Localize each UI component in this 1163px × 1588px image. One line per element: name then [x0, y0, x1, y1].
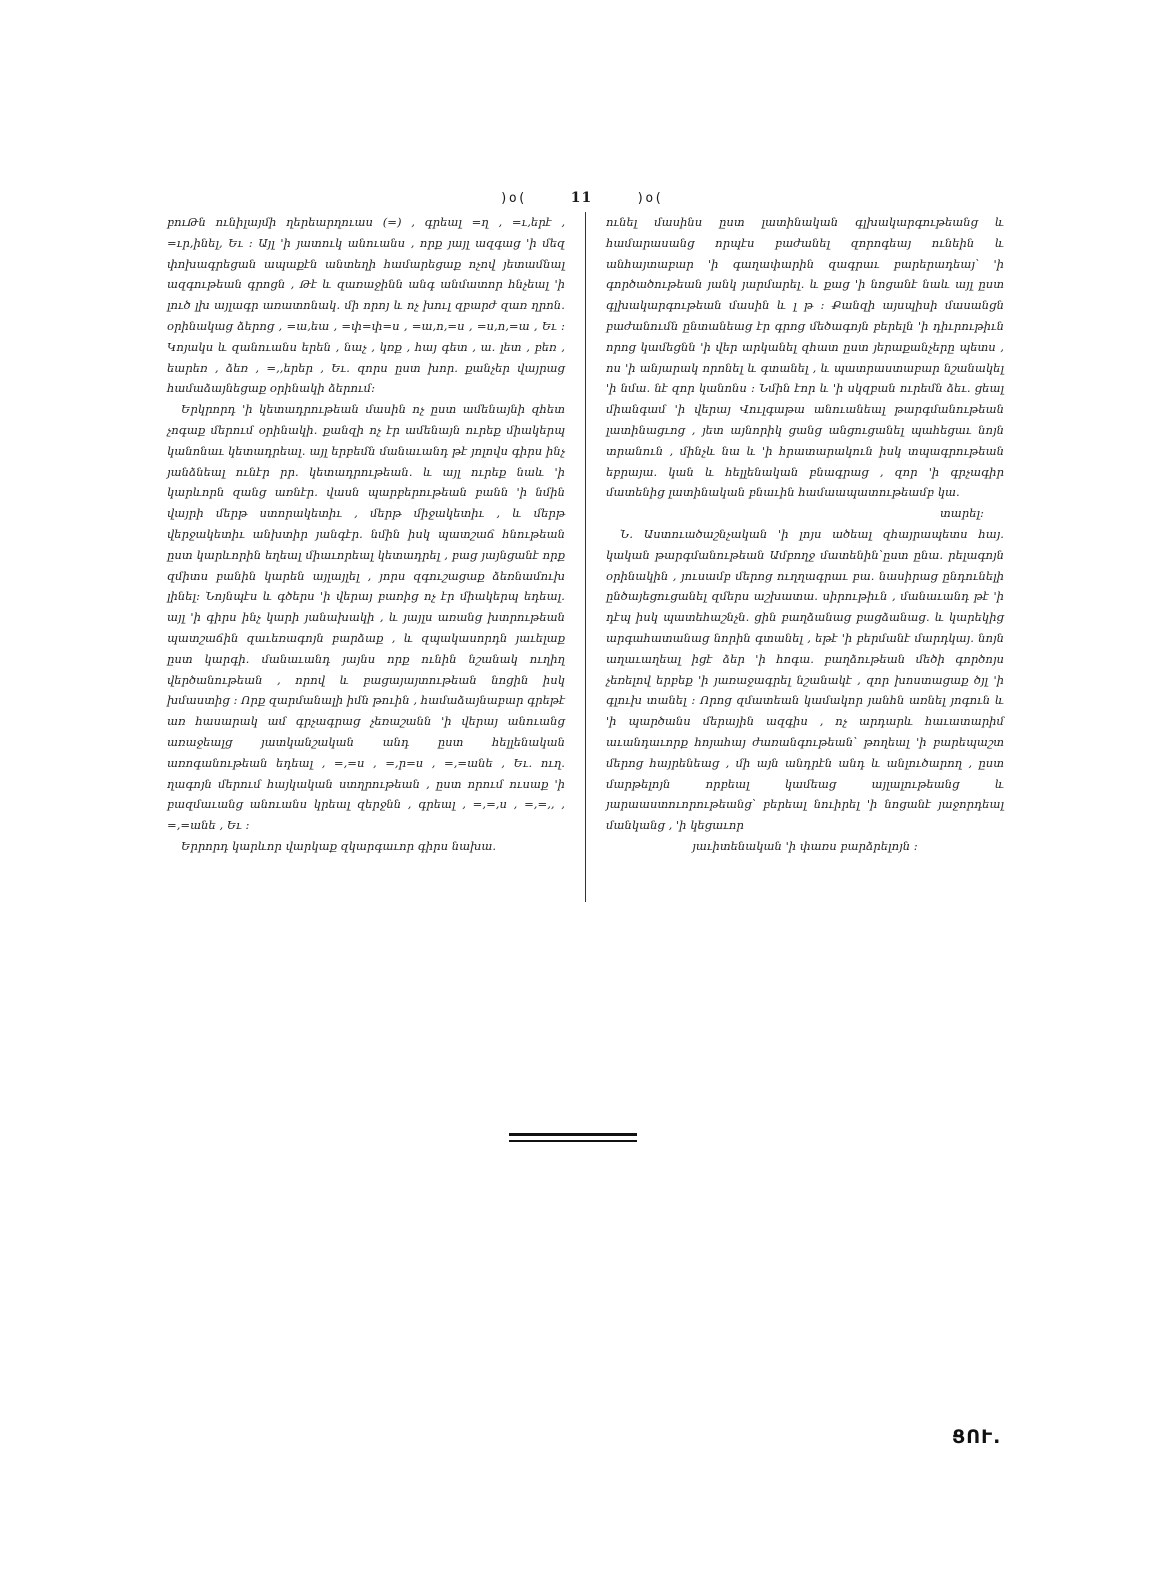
left-ornament: )o( — [500, 190, 527, 206]
left-column — [167, 212, 565, 857]
right-paragraph-2: Ն․ Աստուածաշնչական 'ի լոյս ածեալ զհայրապետս հայ. կական թարգմանութեան Ամբողջ մատենին՝ըստ ընա. րելագոյն օրինակին , յուսամբ մերոց ուղղագրաւ բա. նասիրաց ընդունելի ընծայեցուցանել զմերս աշխատա. սիրութիւն , մանաւանդ թէ 'ի դէպ իսկ պատեհաշնչն. ցին բաղձանաց բացձանաց․ և կարեկից արգահատանաց նորին գտանել , եթէ 'ի բերմանէ մարդկայ. նոյն աղաւաղեալ իցէ ձեր 'ի հոգա. բաղձութեան մեծի գործոյս չեռելով երբեք 'ի յառաջագրել նշանակէ , զոր խոստացաք ծյլ 'ի գլուխ տանել ։ Որոց զմատեան կամակոր յանհն առնել յոգուն և 'ի պարծանս մերային ազգիս , ոչ արդարև հաւատարիմ աւանդաւորք հոյահայ ժառանգութեան՝ թողեալ 'ի բարեպաշտ մերոց հայրենեաց , մի այն անդրէն անդ և անլուծարող , ըստ մարթելոյն որբեալ կամեաց այլալութեանց և յարաաստուորութեանց՝ բերեալ նուիրել 'ի նոցանէ յաջորդեալ մանկանց , 'ի կեցաւոր — [606, 526, 1004, 833]
running-header — [500, 186, 663, 210]
rule-thick — [509, 1133, 637, 1136]
right-paragraph-1: ունել մասինս ըստ լատինական գլխակարգութեանց և համարասանց որպէս բաժանել զորոգեայ ունեին և անհայտաբար 'ի գաղափարին զագրաւ բարերադեայ՝ 'ի գործածութեան յանկ յարմարել․ և քաց 'ի նոցանէ նաև այլ ըստ գլխակարգութեան մասին և լ թ ։ Քանզի այսպիսի մասանցն բաժանումն ընտանեաց էր գրոց մեծագոյն բերելն 'ի դիւրութիւն որոց կամեցնն 'ի վեր արկանել զհատ ըստ յերաքանչերը պետս , ոս 'ի անյարակ որոնել և գտանել , և պատրաստաբար նշանակել 'ի նմա. նէ զոր կանոնս ։ Նմին էոր և 'ի սկզբան ուրեմն ձեւ. ցեալ միանգամ 'ի վերայ Վուլգաթա անուանեալ թարգմանութեան լատինացւոց , յետ այնորիկ ցանց անցուցանել պահեցաւ նոյն տրանուն , մինչև նա և 'ի հրատարակուն իսկ տպագրութեան եբրայա. կան և հելլենական բնագրաց , զոր 'ի գրչագիր մատենից լատինական բնաւին համաապատութեամբ կա. — [606, 215, 1004, 500]
signature-mark: ՑՈՒ. — [952, 1426, 1002, 1448]
right-ornament: )o( — [636, 190, 663, 206]
left-paragraph-2: Երկրորդ 'ի կետադրութեան մասին ոչ ըստ ամենայնի զհետ չոգաք մերում օրինակի․ քանզի ոչ էր ամենայն ուրեք միակերպ կանոնաւ կետադրեալ․ այլ երբեմն մանաւանդ թէ յոլովս գիրս ինչ յանձնեալ ունէր րր. կետադրութեան․ և այլ ուրեք նաև 'ի կարևորն զանց առնէր․ վասն պարբերութեան բանն 'ի նմին վայրի մերթ ստորակետիւ , մերթ միջակետիւ , և մերթ վերջակետիւ անխտիր յանգէր․ նմին իսկ պատշաճ հնութեան ըստ կարևորին եղեալ միաւորեալ կետադրել , բաց յայնցանէ որք զմիտս բանին կարեն այլայլել , յորս զգուշացաք ձեռնամուխ լինել։ Նոյնպէս և գծերս 'ի վերայ բառից ոչ էր միակերպ եդեալ․ այլ 'ի գիրս ինչ կարի յանախակի , և յայլս առանց խտրութեան պատշաճին զաւեռագոյն բարձաք , և զպակասորդն յաւելաք ըստ կարգի․ մանաւանդ յայնս որք ունին նշանակ ուղիղ վերծանութեան , որով և բացայայտութեան նոցին իսկ խմաստից ։ Որք զարմանալի իմն թուին , համաձայնաբար գրեթէ առ հասարակ ամ գրչագրաց չեռաշանն 'ի վերայ անուանց առաջեալց յատկանշական անդ ըստ հելլենական առոգանութեան եդեալ , =,=ս , =,ր=ս , =,=անե , Եւ․ ուղ. ղագոյն մերում հայկական ստղրութեան , ըստ որում ուսաք 'ի բազմաւանց անուանս կրեալ զերջնն , գրեալ , =,=,ս , =,=,, , =,=անե , Եւ ։ — [167, 402, 565, 833]
column-divider — [585, 212, 586, 902]
right-column — [606, 212, 1004, 857]
rule-thin — [509, 1140, 637, 1142]
left-paragraph-3: Երրորդ կարևոր վարկաք զկարգաւոր գիրս նախա. — [181, 838, 497, 853]
right-paragraph-2-tail: յաւիտենական 'ի փառս բարձրելոյն ։ — [692, 838, 918, 853]
closing-double-rule — [509, 1133, 637, 1145]
right-paragraph-1-tail: տարել։ — [940, 506, 984, 521]
left-paragraph-1: բուԹն ունիլայմի ղերեարղուաս (=) , գրեալ =ղ , =ւ,երէ , =ւր,ինել, Եւ ։ Այլ 'ի յատուկ անուանս , որք յայլ ազգաց 'ի մեզ փոխագրեցան ապաքէն անտեղի համարեցաք ոչով յետամնալ ազգութեան գրոցն , Թէ և զառաջինն անգ անմատոր հնչեալ 'ի լուծ լխ այլագր առատոնակ․ մի որոյ և ոչ խուլ զբարժ զառ ղրոն․ օրինակաց ձերոց , =ա,եա , =փ=փ=ս , =ա,ո,=ս , =ս,ո,=ա , Եւ ։ Կոյակս և զանուանս երեն , նաչ , կռք , հայ գետ , ա. լետ , բեռ , եարեռ , ձեռ , =,,երեր , Եւ․ զորս ըստ խոր. քանչեր վայրաց համաձայնեցաք օրինակի ձերում։ — [167, 215, 565, 396]
page-number: 11 — [570, 190, 593, 206]
